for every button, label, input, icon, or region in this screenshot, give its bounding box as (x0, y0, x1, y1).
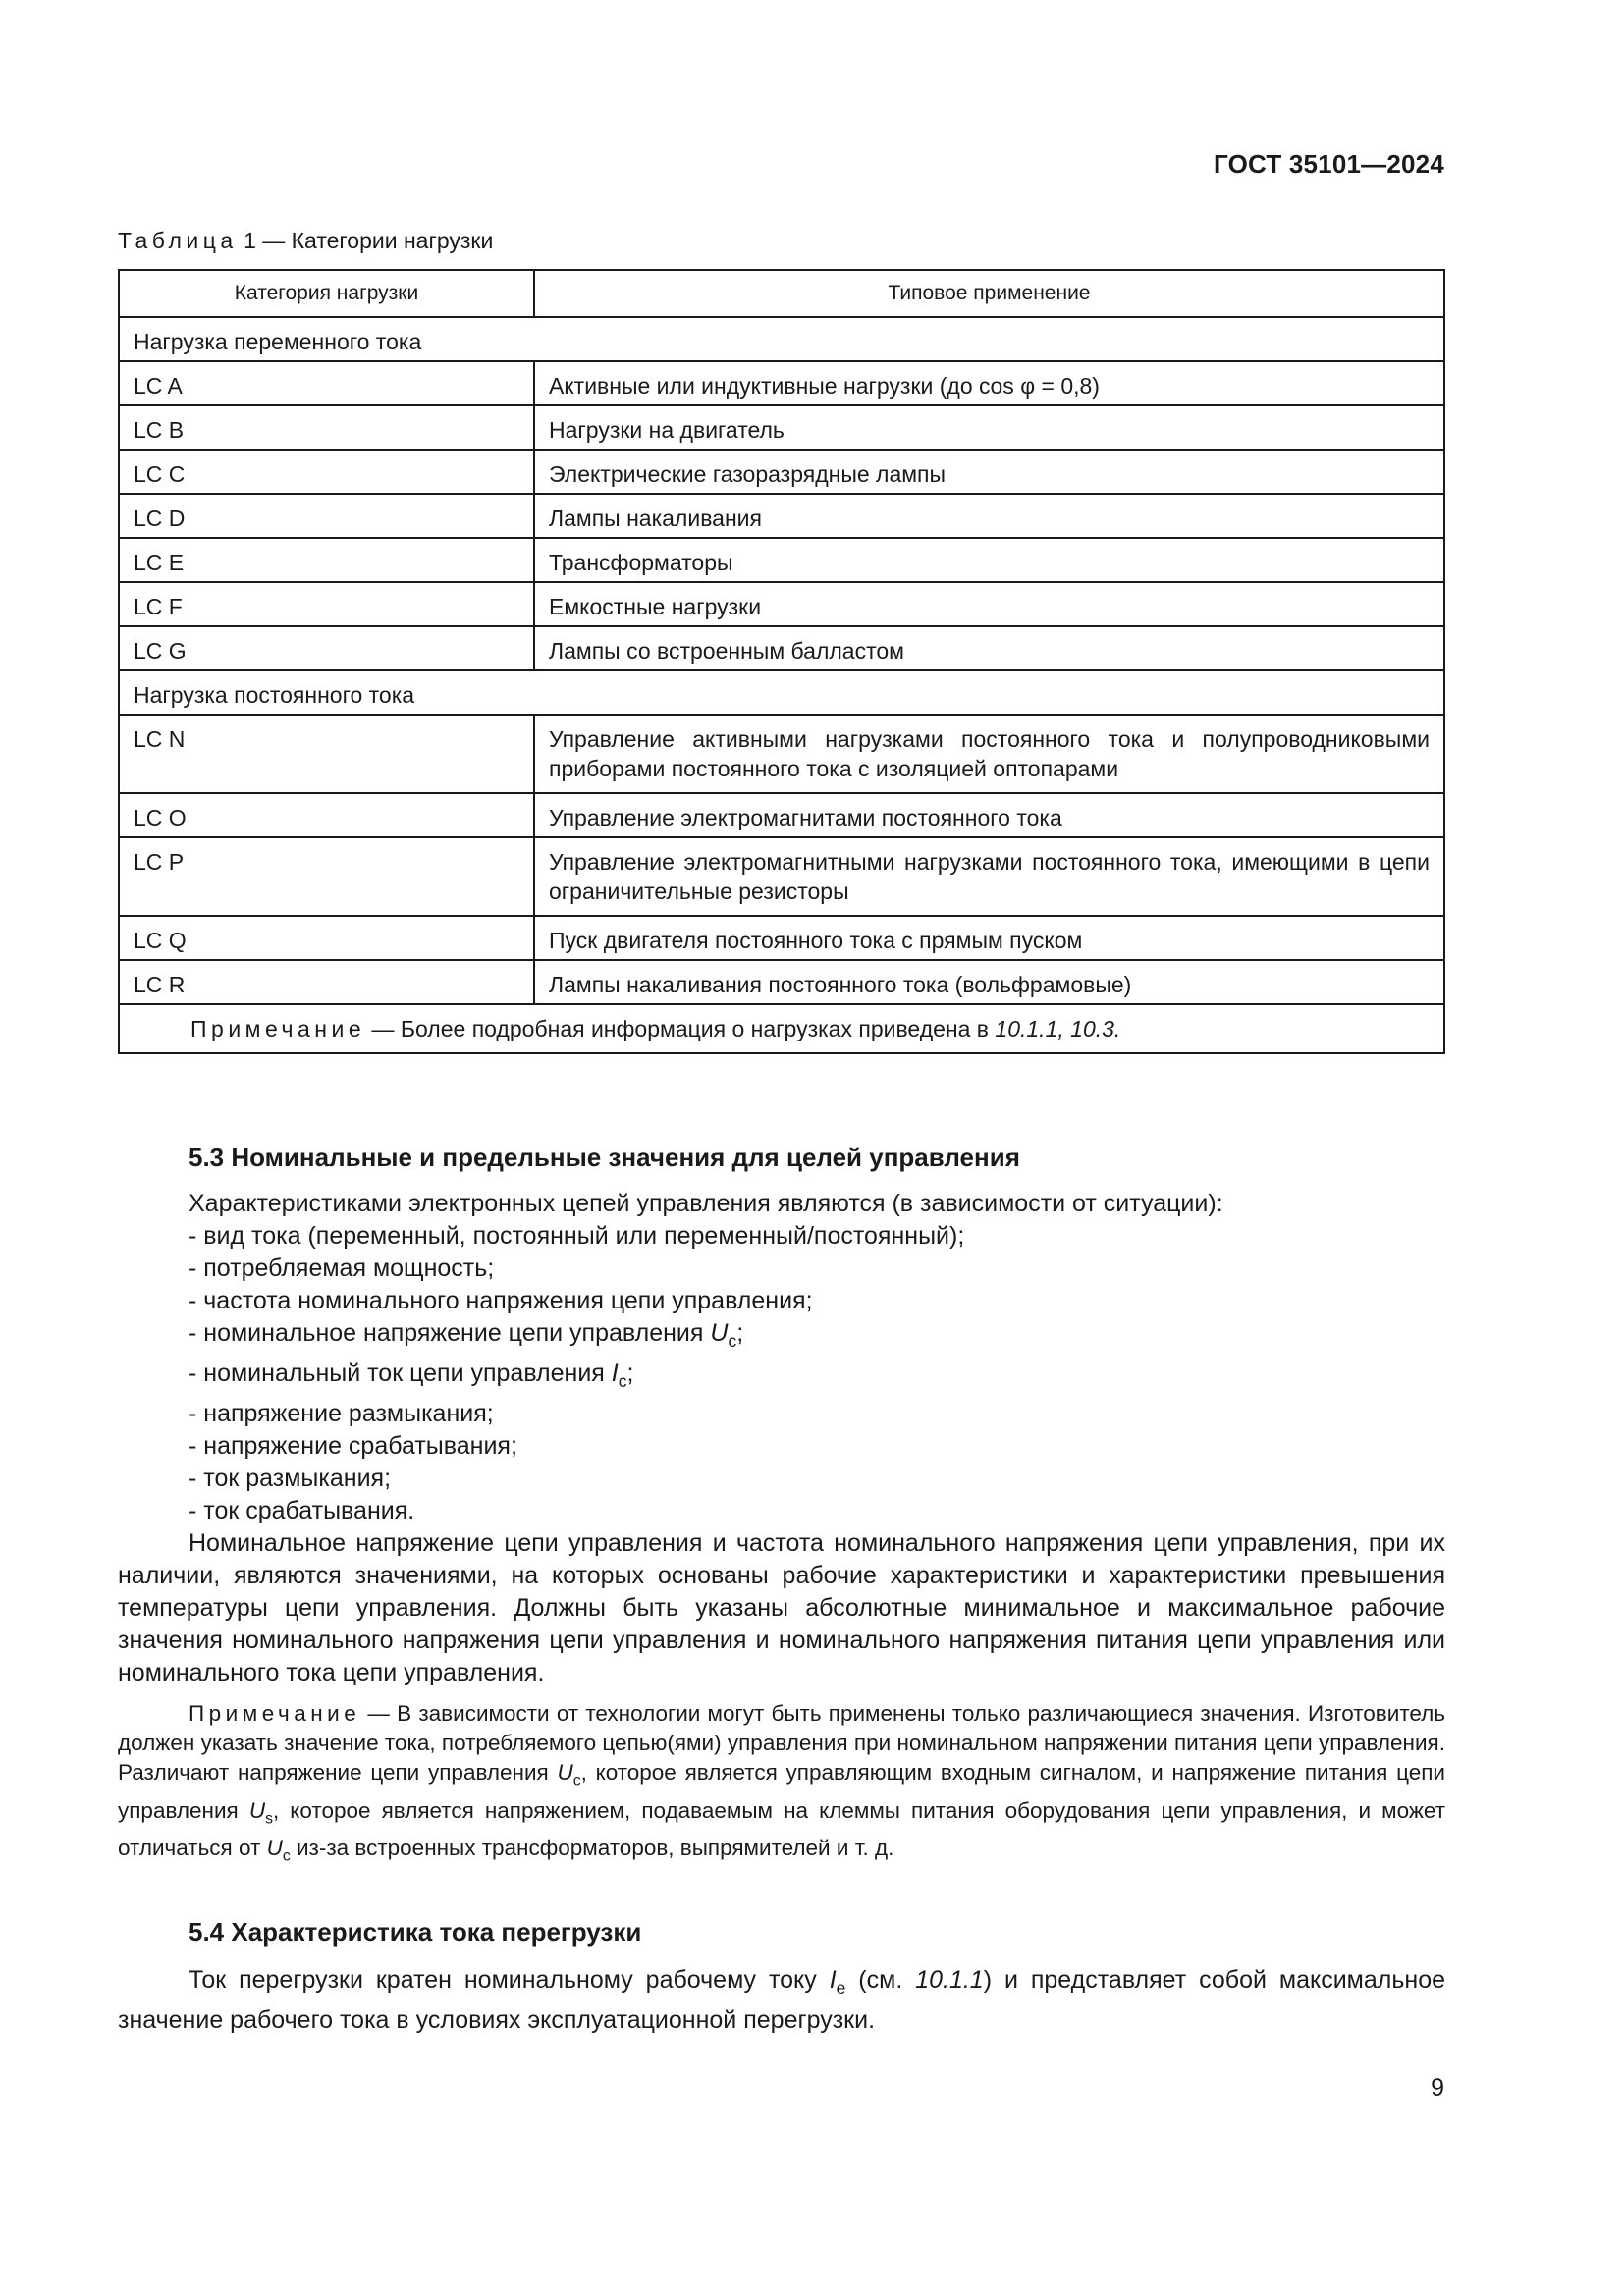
group-row-dc (119, 670, 1444, 715)
table-row (119, 837, 1444, 916)
category-cell: LC A (119, 361, 534, 405)
table-row (119, 960, 1444, 1004)
note-text: , которое является управляющим входным сигналом, и напряжение питания цепи управления (118, 1760, 1445, 1823)
table-row (119, 405, 1444, 450)
group-row-ac (119, 317, 1444, 361)
symbol-u: U (710, 1319, 729, 1347)
list-item: - ток срабатывания. (189, 1497, 415, 1524)
page-number: 9 (1431, 2074, 1444, 2102)
application-cell: Лампы со встроенным балластом (534, 626, 1444, 670)
table-row (119, 715, 1444, 793)
table-row (119, 793, 1444, 837)
table-caption (118, 228, 493, 254)
group-label-dc: Нагрузка постоянного тока (119, 670, 1444, 715)
paragraph-text: (см. (845, 1966, 916, 1994)
table-row (119, 361, 1444, 405)
list-item: - ток размыкания; (189, 1465, 392, 1492)
section-5-4 (118, 1916, 1445, 2037)
application-cell: Лампы накаливания (534, 494, 1444, 538)
category-cell: LC P (119, 837, 534, 916)
table-note-label: Примечание (190, 1016, 366, 1041)
column-header-application: Типовое применение (534, 270, 1444, 317)
application-cell: Нагрузки на двигатель (534, 405, 1444, 450)
category-cell: LC N (119, 715, 534, 793)
category-cell: LC R (119, 960, 534, 1004)
list-item-text: - номинальный ток цепи управления (189, 1360, 612, 1387)
note-text: , которое является напряжением, подаваемым на клеммы питания оборудования цепи управления, и может отличаться от (118, 1797, 1446, 1860)
list-item: - напряжение срабатывания; (189, 1432, 517, 1460)
table-row (119, 916, 1444, 960)
subscript: c (728, 1331, 737, 1351)
group-label-ac: Нагрузка переменного тока (119, 317, 1444, 361)
category-cell: LC E (119, 538, 534, 582)
characteristics-list (118, 1220, 1445, 1527)
load-categories-table (118, 269, 1445, 1054)
category-cell: LC Q (119, 916, 534, 960)
list-item: - частота номинального напряжения цепи управления; (189, 1287, 813, 1314)
list-item: - напряжение размыкания; (189, 1400, 494, 1427)
list-item: - вид тока (переменный, постоянный или переменный/постоянный); (189, 1222, 965, 1250)
reference: 10.1.1 (915, 1966, 984, 1994)
subscript: c (572, 1772, 581, 1789)
table-row (119, 450, 1444, 494)
paragraph-text: Ток перегрузки кратен номинальному рабочему току (189, 1966, 830, 1994)
paragraph (118, 1964, 1445, 2037)
list-item: - номинальный ток цепи управления $I_c$; (189, 1360, 634, 1391)
symbol-u: U (248, 1797, 266, 1823)
application-cell: Активные или индуктивные нагрузки (до cos φ = 0,8) (534, 361, 1444, 405)
application-cell: Трансформаторы (534, 538, 1444, 582)
category-cell: LC D (119, 494, 534, 538)
application-cell: Управление активными нагрузками постоянного тока и полупроводниковыми приборами постоянного тока с изоляцией оптопарами (534, 715, 1444, 793)
note-block (118, 1699, 1445, 1872)
section-intro: Характеристиками электронных цепей управления являются (в зависимости от ситуации): (189, 1190, 1223, 1217)
note-label: Примечание (189, 1701, 361, 1726)
table-row (119, 582, 1444, 626)
table-note-row (119, 1004, 1444, 1053)
paragraph-text: ) и представляет собой максимальное значение рабочего тока в условиях эксплуатационной перегрузки. (118, 1966, 1445, 2034)
subscript: c (618, 1371, 627, 1391)
list-item-text: - номинальное напряжение цепи управления (189, 1319, 711, 1347)
note-text: из-за встроенных трансформаторов, выпрямителей и т. д. (290, 1836, 894, 1860)
document-header: ГОСТ 35101—2024 (1214, 149, 1444, 179)
application-cell: Пуск двигателя постоянного тока с прямым пуском (534, 916, 1444, 960)
section-heading: 5.4 Характеристика тока перегрузки (189, 1917, 642, 1947)
table-caption-word: Таблица (118, 228, 238, 253)
symbol-u: U (266, 1836, 283, 1860)
table-note-text: Более подробная информация о нагрузках приведена в (400, 1016, 996, 1041)
symbol-i: I (611, 1360, 619, 1387)
column-header-category: Категория нагрузки (119, 270, 534, 317)
table-row (119, 626, 1444, 670)
section-heading: 5.3 Номинальные и предельные значения для целей управления (189, 1143, 1020, 1172)
subscript: c (282, 1847, 291, 1865)
table-row (119, 538, 1444, 582)
table-note-dash: — (365, 1016, 401, 1041)
subscript: e (836, 1978, 846, 1998)
symbol-i: I (829, 1966, 837, 1994)
table-note (119, 1004, 1444, 1053)
application-cell: Управление электромагнитами постоянного тока (534, 793, 1444, 837)
category-cell: LC G (119, 626, 534, 670)
application-cell: Емкостные нагрузки (534, 582, 1444, 626)
symbol-u: U (557, 1760, 573, 1785)
application-cell: Электрические газоразрядные лампы (534, 450, 1444, 494)
table-row (119, 494, 1444, 538)
list-item: - номинальное напряжение цепи управления $U_c$; (189, 1319, 744, 1351)
category-cell: LC C (119, 450, 534, 494)
list-item: - потребляемая мощность; (189, 1255, 495, 1282)
table-header-row (119, 270, 1444, 317)
paragraph: Номинальное напряжение цепи управления и частота номинального напряжения цепи управления, при их наличии, являются значениями, на которых основаны рабочие характеристики и характеристики превышения температуры цепи управления. Должны быть указаны абсолютные минимальное и максимальное рабочие значения номинального напряжения цепи управления и номинального напряжения питания цепи управления или номинального тока цепи управления. (118, 1529, 1445, 1686)
category-cell: LC F (119, 582, 534, 626)
section-5-3 (118, 1142, 1445, 1872)
subscript: s (265, 1810, 273, 1827)
table-note-ref: 10.1.1, 10.3. (995, 1016, 1121, 1041)
table-caption-title: 1 — Категории нагрузки (244, 228, 494, 253)
note-text: — В зависимости от технологии могут быть применены только различающиеся значения. Изготовитель должен указать значение тока, потребляемого цепью(ями) управления при номинальном напряжении питания цепи управления. Различают напряжение цепи управления (118, 1701, 1445, 1785)
application-cell: Управление электромагнитными нагрузками постоянного тока, имеющими в цепи ограничительные резисторы (534, 837, 1444, 916)
application-cell: Лампы накаливания постоянного тока (вольфрамовые) (534, 960, 1444, 1004)
category-cell: LC O (119, 793, 534, 837)
category-cell: LC B (119, 405, 534, 450)
